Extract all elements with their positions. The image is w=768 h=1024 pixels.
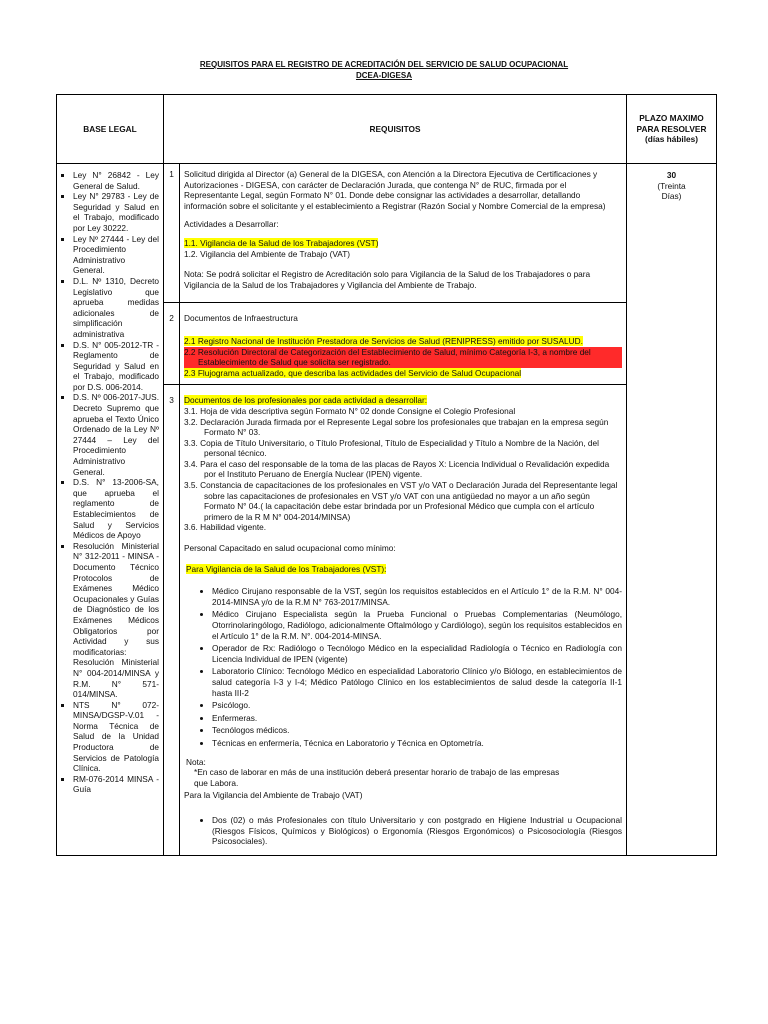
professionals-title: Documentos de los profesionales por cada actividad a desarrollar:: [184, 395, 428, 406]
plazo-words: (Treinta Días): [657, 180, 686, 202]
list-item: • Médico Cirujano Especialista según la Prueba Funcional o Pruebas Complementarias (Neumólogo, Otorrinolaringólogo, Radiólogo, adicionalmente Oftalmólogo y Cardiólogo), según los requisitos establecidos en el Artículo 1° de la R.M. N°. 004-2014-MINSA.: [212, 609, 622, 641]
list-item: • Psicólogo.: [212, 700, 622, 711]
list-item: ▪ Ley Nº 27444 - Ley del Procedimiento Administrativo General.: [73, 234, 159, 276]
table-header-row: [57, 95, 717, 164]
header-plazo: PLAZO MAXIMO PARA RESOLVER (días hábiles): [627, 95, 717, 164]
requirement-1: [180, 164, 627, 303]
list-item: • Dos (02) o más Profesionales con título Universitario y con postgrado en Higiene Industrial u Ocupacional (Riesgos Físicos, Químicos y Biológicos) o Ergonomía (Riesgos Ergonómicos) o Psicosociología (Riesgos Psicosociales).: [212, 815, 622, 847]
header-requisitos: REQUISITOS: [164, 95, 627, 164]
note-1: Nota: Se podrá solicitar el Registro de Acreditación solo para Vigilancia de la Salud de los Trabajadores o para Vigilancia de la Salud de los Trabajadores y Vigilancia del Ambiente de Trabajo.: [184, 269, 591, 290]
infra-title: Documentos de Infraestructura: [184, 313, 298, 324]
base-legal-cell: [57, 164, 164, 856]
list-item: ▪ Resolución Ministerial N° 312-2011 - MINSA - Documento Técnico Protocolos de Exámenes Médico Ocupacionales y Guías de Diagnóstico de los Exámenes Médicos Obligatorios por Actividad y sus modificatorias: Resolución Ministerial N° 004-2014/MINSA y R.M. N° 571-014/MINSA.: [73, 541, 159, 700]
infra-item: 2.3 Flujograma actualizado, que describa las actividades del Servicio de Salud Ocupacional: [184, 367, 522, 378]
list-item: 3.2. Declaración Jurada firmada por el Represente Legal sobre los profesionales que trabajan en la empresa según Formato N° 03.: [184, 416, 609, 438]
row-number: 3: [164, 385, 180, 855]
list-item: ▪ NTS N° 072-MINSA/DGSP-V.01 - Norma Técnica de Salud de la Unidad Productora de Servicios de Patología Clínica.: [73, 700, 159, 774]
list-item: 3.3. Copia de Título Universitario, o Título Profesional, Título de Especialidad y Título a Nombre de la Nación, del personal técnico.: [184, 437, 599, 459]
base-legal-list: [61, 170, 159, 795]
vst-title: Para Vigilancia de la Salud de los Trabajadores (VST):: [186, 563, 387, 574]
infra-item: 2.1 Registro Nacional de Institución Prestadora de Servicios de Salud (RENIPRESS) emitido por SUSALUD.: [184, 335, 583, 346]
row-number: 2: [164, 303, 180, 385]
requirement-3: [180, 385, 627, 855]
document-subtitle: DCEA-DIGESA: [355, 71, 412, 80]
list-item: ▪ D.S. N° 005-2012-TR - Reglamento de Seguridad y Salud en el Trabajo, modificado por D.S. 006-2014.: [73, 340, 159, 393]
list-item: ▪ D.S. N° 13-2006-SA, que aprueba el reglamento de Establecimientos de Salud y Servicios Médicos de Apoyo: [73, 477, 159, 541]
requirements-table: [56, 94, 717, 856]
list-item: 3.6. Habilidad vigente.: [184, 522, 267, 533]
list-item: • Técnicas en enfermería, Técnica en Laboratorio y Técnica en Optometría.: [212, 738, 622, 749]
plazo-days: 30: [666, 170, 677, 180]
plazo-cell: [627, 164, 717, 856]
table-row-1: [57, 164, 717, 303]
list-item: • Operador de Rx: Radiólogo o Tecnólogo Médico en la especialidad Radiología o Técnico en Radiología con Licencia Individual de IPEN (vigente): [212, 643, 622, 664]
vat-list: [184, 815, 622, 847]
professional-docs-list: [184, 406, 622, 533]
vst-list: [184, 586, 622, 748]
activity-vat: 1.2. Vigilancia del Ambiente de Trabajo (VAT): [184, 248, 351, 259]
list-item: 3.1. Hoja de vida descriptiva según Formato N° 02 donde Consigne el Colegio Profesional: [184, 405, 516, 416]
row-number: 1: [164, 164, 180, 303]
list-item: 3.4. Para el caso del responsable de la toma de las placas de Rayos X: Licencia Individual o Revalidación expedida por el Instituto Peruano de Energía Nuclear (IPEN) vigente.: [184, 458, 610, 480]
list-item: 3.5. Constancia de capacitaciones de los profesionales en VST y/o VAT o Declaración Jurada del Representante legal sobre las capacitaciones de profesionales en VST y/o VAT con una antigüedad no mayor a un año según Formato N° 04.( la capacitación debe estar brindada por un Profesional Médico que cumpla con el artículo primero de la R M N° 004-2014/MINSA): [184, 480, 618, 522]
list-item: • Enfermeras.: [212, 713, 622, 724]
list-item: ▪ D.S. Nº 006-2017-JUS. Decreto Supremo que aprueba el Texto Único Ordenado de la Ley Nº 27444 – Ley del Procedimiento Administrativo General.: [73, 392, 159, 477]
activity-vst: 1.1. Vigilancia de la Salud de los Trabajadores (VST): [184, 237, 379, 248]
activities-title: Actividades a Desarrollar:: [184, 219, 279, 230]
header-base-legal: BASE LEGAL: [57, 95, 164, 164]
personal-title: Personal Capacitado en salud ocupacional como mínimo:: [184, 543, 396, 554]
list-item: ▪ Ley N° 29783 - Ley de Seguridad y Salud en el Trabajo, modificado por Ley 30222.: [73, 191, 159, 233]
note-title: Nota:: [186, 756, 206, 767]
infra-item: 2.2 Resolución Directoral de Categorización del Establecimiento de Salud, mínimo Categoría I-3, a nombre del Establecimiento de Salud que solicita ser registrado.: [184, 347, 622, 368]
list-item: ▪ RM-076-2014 MINSA - Guía: [73, 774, 159, 795]
requirement-2: [180, 303, 627, 385]
note-text: *En caso de laborar en más de una institución deberá presentar horario de trabajo de las empresas que Labora.: [194, 767, 560, 788]
list-item: • Laboratorio Clínico: Tecnólogo Médico en especialidad Laboratorio Clínico y/o Biólogo, en establecimientos de salud categoría I-3 y I-4; Médico Patólogo Clínico en los establecimientos de salud desde la categoría II-1 hasta III-2: [212, 666, 622, 698]
document-title: REQUISITOS PARA EL REGISTRO DE ACREDITACIÓN DEL SERVICIO DE SALUD OCUPACIONAL: [199, 60, 569, 69]
list-item: • Médico Cirujano responsable de la VST, según los requisitos establecidos en el Artículo 1° de la R.M. N° 004-2014-MINSA y/o de la R.M N° 763-2017/MINSA.: [212, 586, 622, 607]
list-item: • Tecnólogos médicos.: [212, 725, 622, 736]
request-intro: Solicitud dirigida al Director (a) General de la DIGESA, con Atención a la Directora Ejecutiva de Certificaciones y Autorizaciones - DIGESA, con carácter de Declaración Jurada, que contenga N° de RUC, firmada por el Representante Legal, según Formato N° 01. Donde debe consignar las actividades a desarrollar, detallando información sobre el solicitante y el establecimiento a Registrar (Razón Social y Nombre Comercial de la empresa): [184, 169, 606, 211]
list-item: ▪ Ley N° 26842 - Ley General de Salud.: [73, 170, 159, 191]
vat-title: Para la Vigilancia del Ambiente de Trabajo (VAT): [184, 790, 363, 801]
list-item: ▪ D.L. Nº 1310, Decreto Legislativo que aprueba medidas adicionales de simplificación administrativa: [73, 276, 159, 340]
